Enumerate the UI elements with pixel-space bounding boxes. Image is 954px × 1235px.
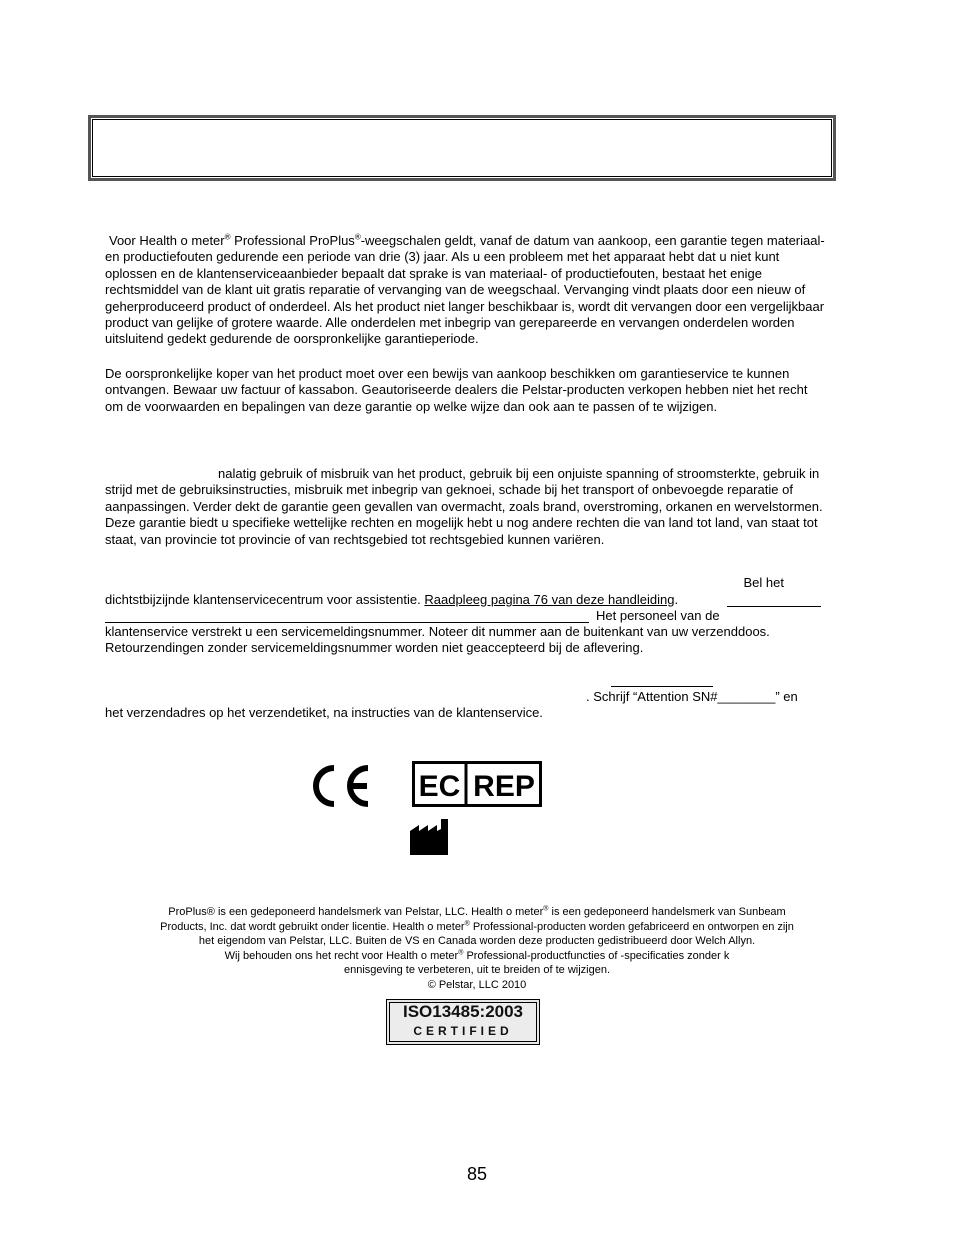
registered-mark: ®	[458, 948, 464, 956]
p1-text-a: Voor Health o meter	[109, 233, 225, 248]
p4-dot: .	[674, 592, 679, 607]
blank-line	[727, 606, 821, 607]
footer-line: het eigendom van Pelstar, LLC. Buiten de VS en Canada worden deze producten gedistribueerd door Welch Allyn.	[198, 935, 756, 947]
iso-certified-badge	[386, 999, 540, 1045]
footer-line: ennisgeving te verbeteren, uit te breiden of te wijzigen.	[344, 964, 610, 976]
footer-line: © Pelstar, LLC 2010	[427, 978, 527, 991]
registered-mark: ®	[354, 232, 361, 242]
p5-line2: het verzendadres op het verzendetiket, na instructies van de klantenservice.	[105, 705, 543, 720]
p5-line1: . Schrijf “Attention SN#________” en	[586, 689, 798, 704]
registered-mark: ®	[543, 905, 549, 913]
footer-text: Professional-producten worden gefabriceerd en ontworpen en zijn	[469, 920, 794, 933]
p4-line2-text: dichtstbijzijnde klantenservicecentrum voor assistentie.	[105, 592, 425, 607]
iso-certified-label: CERTIFIED	[413, 1024, 513, 1038]
proof-of-purchase-paragraph: De oorspronkelijke koper van het product moet over een bewijs van aankoop beschikken om garantieservice te kunnen ontvangen. Bewaar uw factuur of kassabon. Geautoriseerde dealers die Pelstar-producten verkopen hebben niet het recht om de voorwaarden en bepalingen van deze garantie op welke wijze dan ook aan te passen of te wijzigen.	[105, 366, 808, 414]
footer-text: Wij behouden ons het recht voor Health o meter	[224, 949, 459, 962]
iso-standard-label: ISO13485:2003	[402, 1002, 524, 1021]
footer-text: Professional-productfuncties of -specificaties zonder k	[463, 949, 730, 962]
footer-line	[105, 920, 849, 935]
p1-text-c: -weegschalen geldt, vanaf de datum van aankoop, een garantie tegen materiaal- en productiefouten gedurende een periode van drie (3) jaar. Als u een probleem met het apparaat hebt dat u niet kunt oplossen en de klantenserviceaanbieder bepaalt dat sprake is van materiaal- of productiefouten, bestaat het enige rechtsmiddel van de klant uit gratis reparatie of vervanging van de weegschaal. Vervanging vindt plaats door een nieuw of geherproduceerd product of onderdeel. Als het product niet langer beschikbaar is, wordt dit vervangen door een vergelijkbaar product van gelijke of grotere waarde. Alle onderdelen met inbegrip van gerepareerde en vervangen onderdelen worden uitsluitend gedekt gedurende de oorspronkelijke garantieperiode.	[105, 233, 825, 347]
p4-rest: klantenservice verstrekt u een servicemeldingsnummer. Noteer dit nummer aan de buitenkant van uw verzenddoos. Retourzendingen zonder servicemeldingsnummer worden niet geaccepteerd bij de aflevering.	[105, 624, 770, 656]
footer-text: Products, Inc. dat wordt gebruikt onder licentie. Health o meter	[160, 920, 465, 933]
rep-label: REP	[473, 770, 535, 803]
p3-text: nalatig gebruik of misbruik van het product, gebruik bij een onjuiste spanning of stroomsterkte, gebruik in strijd met de gebruiksinstructies, misbruik met inbegrip van geknoei, schade bij het transport of onbevoegde reparatie of aanpassingen. Verder dekt de garantie geen gevallen van overmacht, zoals brand, overstroming, orkanen en wervelstormen. Deze garantie biedt u specifieke wettelijke rechten en mogelijk hebt u nog andere rechten die van land tot land, van staat tot staat, van provincie tot provincie of van rechtsgebied tot rechtsgebied kunnen variëren.	[105, 466, 823, 547]
ce-label: CE	[310, 762, 312, 763]
manufacturer-icon	[409, 819, 449, 855]
p4-line2	[105, 592, 825, 608]
title-box	[88, 115, 836, 181]
blank-line	[611, 686, 713, 687]
footer-line	[105, 949, 849, 964]
p4-line1	[105, 575, 784, 591]
ec-label: EC	[418, 770, 461, 803]
manual-page-link[interactable]: Raadpleeg pagina 76 van deze handleiding	[424, 592, 675, 607]
p1-text-b: Professional ProPlus	[230, 233, 355, 248]
exclusions-paragraph	[105, 466, 825, 548]
footer-text: is een gedeponeerd handelsmerk van Sunbeam	[548, 906, 786, 918]
call-text: Bel het	[743, 575, 784, 590]
p4-line3	[596, 608, 836, 624]
p4-line3-text: Het personeel van de	[596, 608, 720, 623]
ec-rep-icon	[412, 761, 542, 807]
footer-line	[105, 905, 849, 920]
registered-mark: ®	[464, 919, 470, 927]
warranty-paragraph	[105, 233, 825, 348]
footer-text: ProPlus® is een gedeponeerd handelsmerk van Pelstar, LLC. Health o meter	[168, 906, 544, 918]
trademark-footer	[105, 905, 849, 992]
ce-mark-icon	[310, 762, 374, 810]
blank-line	[105, 622, 589, 623]
registered-mark: ®	[224, 232, 231, 242]
page-number: 85	[466, 1164, 488, 1184]
